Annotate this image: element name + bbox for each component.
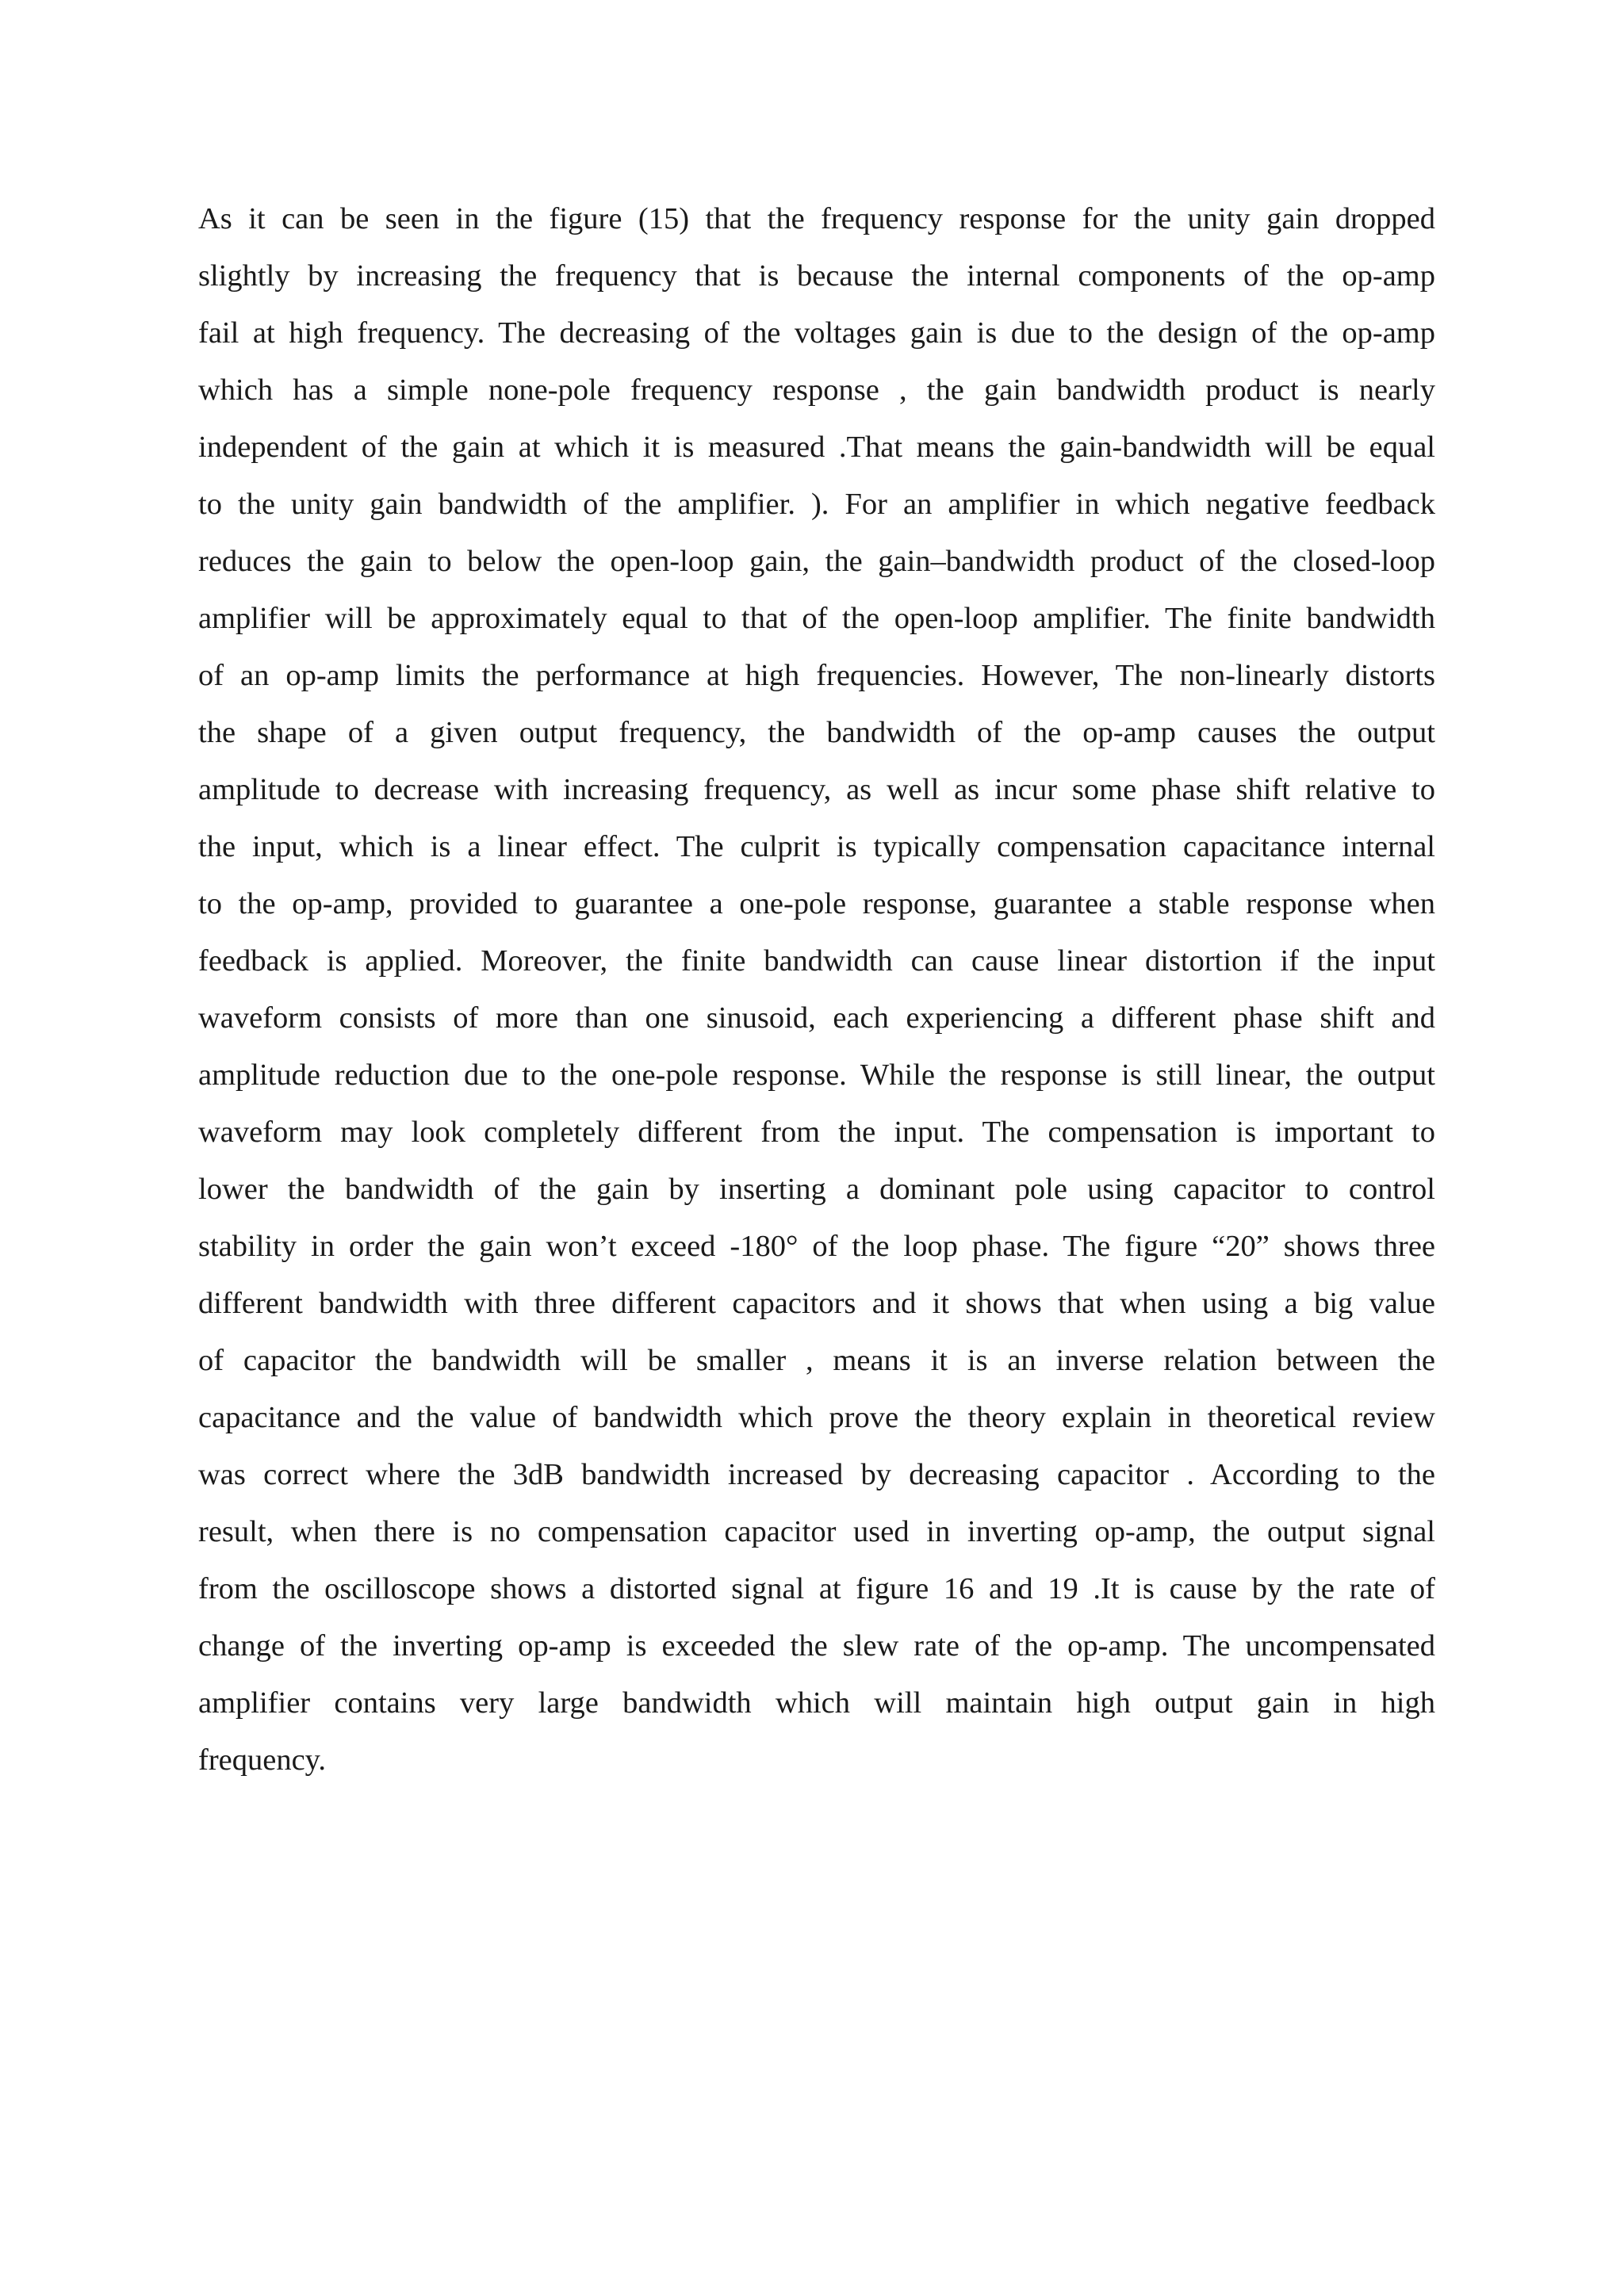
- paragraph-line: amplitude to decrease with increasing frequency, as well as incur some phase shift relative to: [198, 773, 1435, 806]
- paragraph-line: amplifier contains very large bandwidth which will maintain high output gain in high: [198, 1686, 1435, 1720]
- paragraph-line: which has a simple none-pole frequency response , the gain bandwidth product is nearly: [198, 373, 1435, 407]
- paragraph-line: to the op-amp, provided to guarantee a one-pole response, guarantee a stable response when: [198, 887, 1435, 920]
- paragraph-line: result, when there is no compensation capacitor used in inverting op-amp, the output signal: [198, 1515, 1435, 1548]
- paragraph-line: to the unity gain bandwidth of the amplifier. ). For an amplifier in which negative feedback: [198, 488, 1435, 521]
- paragraph-line: capacitance and the value of bandwidth which prove the theory explain in theoretical review: [198, 1401, 1435, 1434]
- paragraph-line: the shape of a given output frequency, the bandwidth of the op-amp causes the output: [198, 716, 1435, 749]
- paragraph-line: independent of the gain at which it is measured .That means the gain-bandwidth will be equal: [198, 430, 1435, 464]
- paragraph-line: amplitude reduction due to the one-pole response. While the response is still linear, the output: [198, 1058, 1435, 1092]
- paragraph-line: As it can be seen in the figure (15) that the frequency response for the unity gain dropped: [198, 202, 1435, 235]
- paragraph-line: different bandwidth with three different capacitors and it shows that when using a big value: [198, 1287, 1435, 1320]
- paragraph-line: from the oscilloscope shows a distorted signal at figure 16 and 19 .It is cause by the rate of: [198, 1572, 1435, 1605]
- paragraph-line: was correct where the 3dB bandwidth increased by decreasing capacitor . According to the: [198, 1458, 1435, 1491]
- paragraph-line: of an op-amp limits the performance at high frequencies. However, The non-linearly distorts: [198, 659, 1435, 692]
- paragraph-line: change of the inverting op-amp is exceeded the slew rate of the op-amp. The uncompensated: [198, 1629, 1435, 1663]
- paragraph-line: waveform consists of more than one sinusoid, each experiencing a different phase shift and: [198, 1001, 1435, 1035]
- paragraph-line: amplifier will be approximately equal to that of the open-loop amplifier. The finite bandwidth: [198, 602, 1435, 635]
- body-paragraph: [198, 190, 1435, 1789]
- paragraph-line: stability in order the gain won’t exceed -180° of the loop phase. The figure “20” shows three: [198, 1230, 1435, 1263]
- paragraph-line: the input, which is a linear effect. The culprit is typically compensation capacitance internal: [198, 830, 1435, 863]
- paragraph-line: fail at high frequency. The decreasing of the voltages gain is due to the design of the op-amp: [198, 316, 1435, 350]
- paragraph-line: of capacitor the bandwidth will be smaller , means it is an inverse relation between the: [198, 1344, 1435, 1377]
- paragraph-line: reduces the gain to below the open-loop gain, the gain–bandwidth product of the closed-loop: [198, 545, 1435, 578]
- paragraph-line: waveform may look completely different from the input. The compensation is important to: [198, 1115, 1435, 1149]
- paragraph-line: slightly by increasing the frequency that is because the internal components of the op-amp: [198, 259, 1435, 293]
- paragraph-line: feedback is applied. Moreover, the finite bandwidth can cause linear distortion if the input: [198, 944, 1435, 978]
- paragraph-line: lower the bandwidth of the gain by inserting a dominant pole using capacitor to control: [198, 1173, 1435, 1206]
- paragraph-line: frequency.: [198, 1743, 327, 1777]
